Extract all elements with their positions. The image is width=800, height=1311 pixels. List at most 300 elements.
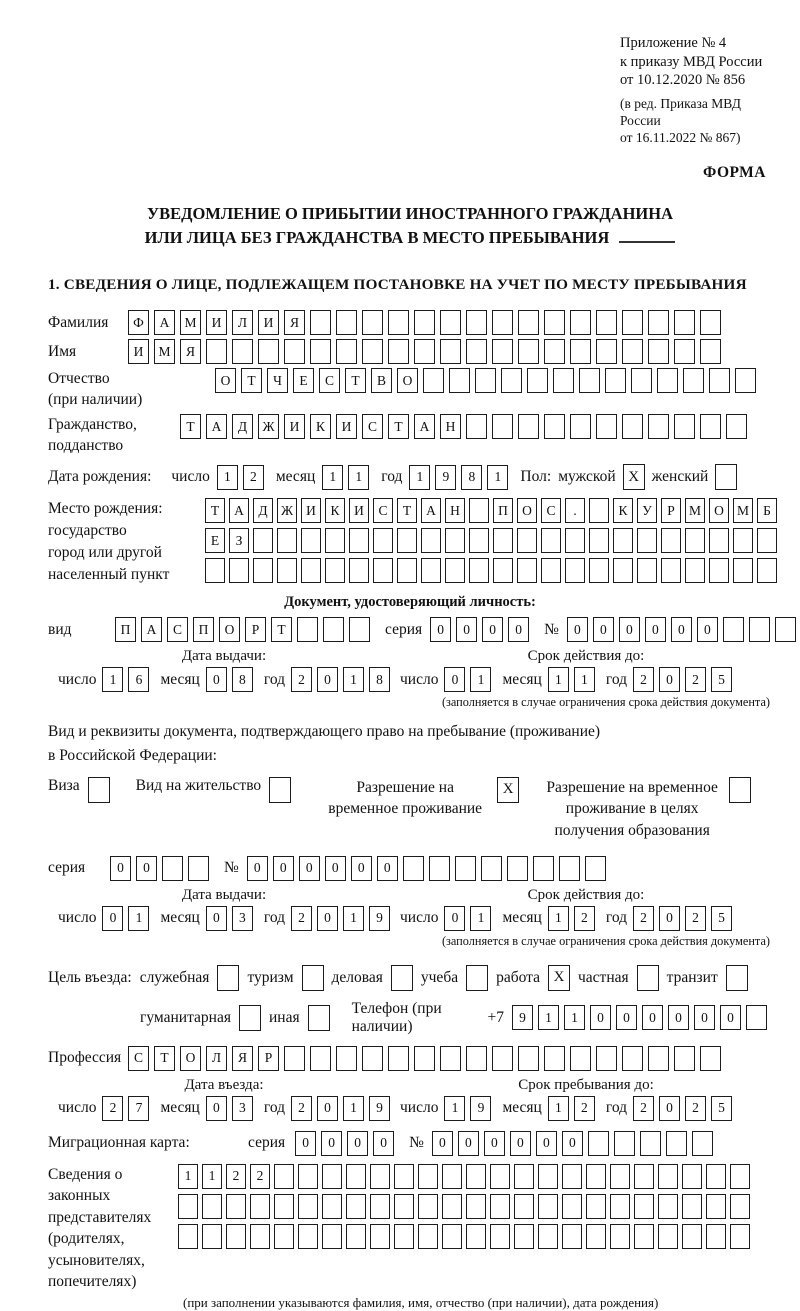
char-cell[interactable]: 0: [536, 1131, 557, 1156]
char-cell[interactable]: 0: [484, 1131, 505, 1156]
char-cell[interactable]: [440, 339, 461, 364]
char-cell[interactable]: [206, 339, 227, 364]
char-cell[interactable]: [492, 310, 513, 335]
char-cell[interactable]: Е: [205, 528, 225, 553]
char-cell[interactable]: [518, 414, 539, 439]
char-cell[interactable]: 1: [548, 906, 569, 931]
char-cell[interactable]: 1: [217, 465, 238, 490]
char-cell[interactable]: 1: [487, 465, 508, 490]
char-cell[interactable]: [685, 528, 705, 553]
char-cell[interactable]: С: [167, 617, 188, 642]
char-cell[interactable]: [541, 558, 561, 583]
char-cell[interactable]: [442, 1194, 462, 1219]
char-cell[interactable]: [226, 1194, 246, 1219]
char-cell[interactable]: [682, 1224, 702, 1249]
char-cell[interactable]: 0: [458, 1131, 479, 1156]
char-cell[interactable]: [349, 617, 370, 642]
char-cell[interactable]: И: [336, 414, 357, 439]
char-cell[interactable]: [466, 1046, 487, 1071]
char-cell[interactable]: [493, 528, 513, 553]
char-cell[interactable]: Д: [253, 498, 273, 523]
char-cell[interactable]: [622, 1046, 643, 1071]
char-cell[interactable]: 1: [343, 906, 364, 931]
char-cell[interactable]: 2: [291, 667, 312, 692]
char-cell[interactable]: О: [517, 498, 537, 523]
char-cell[interactable]: 7: [128, 1096, 149, 1121]
char-cell[interactable]: [469, 558, 489, 583]
char-cell[interactable]: [440, 310, 461, 335]
char-cell[interactable]: М: [154, 339, 175, 364]
char-cell[interactable]: А: [414, 414, 435, 439]
char-cell[interactable]: 0: [668, 1005, 689, 1030]
char-cell[interactable]: [634, 1194, 654, 1219]
char-cell[interactable]: [648, 339, 669, 364]
char-cell[interactable]: 1: [322, 465, 343, 490]
char-cell[interactable]: [682, 1194, 702, 1219]
char-cell[interactable]: [394, 1224, 414, 1249]
char-cell[interactable]: Я: [232, 1046, 253, 1071]
char-cell[interactable]: 0: [619, 617, 640, 642]
char-cell[interactable]: 1: [343, 667, 364, 692]
char-cell[interactable]: И: [301, 498, 321, 523]
char-cell[interactable]: [723, 617, 744, 642]
char-cell[interactable]: [397, 528, 417, 553]
char-cell[interactable]: [469, 528, 489, 553]
char-cell[interactable]: [370, 1164, 390, 1189]
char-cell[interactable]: [730, 1164, 750, 1189]
char-cell[interactable]: 0: [377, 856, 398, 881]
char-cell[interactable]: [466, 339, 487, 364]
char-cell[interactable]: [538, 1194, 558, 1219]
char-cell[interactable]: 2: [291, 1096, 312, 1121]
char-cell[interactable]: [277, 528, 297, 553]
char-cell[interactable]: [518, 310, 539, 335]
char-cell[interactable]: 0: [432, 1131, 453, 1156]
char-cell[interactable]: 2: [685, 906, 706, 931]
char-cell[interactable]: 2: [291, 906, 312, 931]
char-cell[interactable]: [709, 558, 729, 583]
char-cell[interactable]: 0: [102, 906, 123, 931]
char-cell[interactable]: [310, 1046, 331, 1071]
char-cell[interactable]: [538, 1224, 558, 1249]
char-cell[interactable]: [533, 856, 554, 881]
char-cell[interactable]: [455, 856, 476, 881]
char-cell[interactable]: А: [421, 498, 441, 523]
char-cell[interactable]: Т: [205, 498, 225, 523]
char-cell[interactable]: [631, 368, 652, 393]
char-cell[interactable]: С: [541, 498, 561, 523]
char-cell[interactable]: [579, 368, 600, 393]
purpose-business-checkbox[interactable]: [391, 965, 413, 991]
char-cell[interactable]: 1: [470, 906, 491, 931]
char-cell[interactable]: [445, 528, 465, 553]
char-cell[interactable]: И: [349, 498, 369, 523]
char-cell[interactable]: [373, 558, 393, 583]
char-cell[interactable]: 0: [206, 906, 227, 931]
char-cell[interactable]: 0: [697, 617, 718, 642]
char-cell[interactable]: 5: [711, 1096, 732, 1121]
temp-residence-checkbox[interactable]: X: [497, 777, 519, 803]
char-cell[interactable]: 1: [548, 667, 569, 692]
char-cell[interactable]: [562, 1194, 582, 1219]
char-cell[interactable]: [205, 558, 225, 583]
char-cell[interactable]: 0: [273, 856, 294, 881]
char-cell[interactable]: 2: [574, 906, 595, 931]
char-cell[interactable]: [466, 310, 487, 335]
char-cell[interactable]: [202, 1224, 222, 1249]
char-cell[interactable]: [388, 310, 409, 335]
char-cell[interactable]: [507, 856, 528, 881]
char-cell[interactable]: [570, 339, 591, 364]
char-cell[interactable]: [492, 339, 513, 364]
char-cell[interactable]: Т: [271, 617, 292, 642]
char-cell[interactable]: [403, 856, 424, 881]
char-cell[interactable]: И: [258, 310, 279, 335]
char-cell[interactable]: [229, 558, 249, 583]
char-cell[interactable]: Н: [445, 498, 465, 523]
char-cell[interactable]: П: [193, 617, 214, 642]
char-cell[interactable]: [253, 558, 273, 583]
char-cell[interactable]: 2: [243, 465, 264, 490]
char-cell[interactable]: [394, 1164, 414, 1189]
char-cell[interactable]: [544, 339, 565, 364]
char-cell[interactable]: 2: [250, 1164, 270, 1189]
char-cell[interactable]: Т: [241, 368, 262, 393]
char-cell[interactable]: [373, 528, 393, 553]
char-cell[interactable]: С: [373, 498, 393, 523]
char-cell[interactable]: [349, 558, 369, 583]
char-cell[interactable]: [589, 498, 609, 523]
char-cell[interactable]: О: [180, 1046, 201, 1071]
char-cell[interactable]: [640, 1131, 661, 1156]
char-cell[interactable]: [666, 1131, 687, 1156]
char-cell[interactable]: [559, 856, 580, 881]
char-cell[interactable]: У: [637, 498, 657, 523]
char-cell[interactable]: [346, 1224, 366, 1249]
char-cell[interactable]: [349, 528, 369, 553]
char-cell[interactable]: [517, 558, 537, 583]
char-cell[interactable]: [648, 310, 669, 335]
char-cell[interactable]: [637, 528, 657, 553]
char-cell[interactable]: В: [371, 368, 392, 393]
char-cell[interactable]: 0: [659, 906, 680, 931]
char-cell[interactable]: [336, 339, 357, 364]
temp-residence-edu-checkbox[interactable]: [729, 777, 751, 803]
char-cell[interactable]: [397, 558, 417, 583]
char-cell[interactable]: [674, 414, 695, 439]
char-cell[interactable]: [423, 368, 444, 393]
char-cell[interactable]: [466, 414, 487, 439]
char-cell[interactable]: [284, 339, 305, 364]
char-cell[interactable]: [586, 1164, 606, 1189]
char-cell[interactable]: [658, 1224, 678, 1249]
purpose-work-checkbox[interactable]: X: [548, 965, 570, 991]
char-cell[interactable]: [589, 528, 609, 553]
char-cell[interactable]: [274, 1194, 294, 1219]
char-cell[interactable]: [514, 1194, 534, 1219]
char-cell[interactable]: 0: [444, 906, 465, 931]
char-cell[interactable]: И: [128, 339, 149, 364]
char-cell[interactable]: 0: [110, 856, 131, 881]
char-cell[interactable]: 1: [102, 667, 123, 692]
char-cell[interactable]: [700, 310, 721, 335]
char-cell[interactable]: [682, 1164, 702, 1189]
char-cell[interactable]: Н: [440, 414, 461, 439]
purpose-private-checkbox[interactable]: [637, 965, 659, 991]
char-cell[interactable]: [414, 310, 435, 335]
char-cell[interactable]: А: [206, 414, 227, 439]
char-cell[interactable]: [565, 528, 585, 553]
char-cell[interactable]: [362, 1046, 383, 1071]
char-cell[interactable]: 1: [343, 1096, 364, 1121]
char-cell[interactable]: [178, 1194, 198, 1219]
char-cell[interactable]: [596, 310, 617, 335]
char-cell[interactable]: 1: [178, 1164, 198, 1189]
char-cell[interactable]: [730, 1194, 750, 1219]
char-cell[interactable]: [746, 1005, 767, 1030]
char-cell[interactable]: Т: [180, 414, 201, 439]
char-cell[interactable]: 0: [567, 617, 588, 642]
purpose-study-checkbox[interactable]: [466, 965, 488, 991]
char-cell[interactable]: [418, 1224, 438, 1249]
char-cell[interactable]: 0: [642, 1005, 663, 1030]
char-cell[interactable]: [492, 1046, 513, 1071]
char-cell[interactable]: [258, 339, 279, 364]
char-cell[interactable]: [277, 558, 297, 583]
char-cell[interactable]: [544, 310, 565, 335]
char-cell[interactable]: [518, 1046, 539, 1071]
char-cell[interactable]: 0: [659, 667, 680, 692]
char-cell[interactable]: [449, 368, 470, 393]
char-cell[interactable]: [527, 368, 548, 393]
char-cell[interactable]: 9: [369, 906, 390, 931]
char-cell[interactable]: 0: [351, 856, 372, 881]
char-cell[interactable]: [466, 1194, 486, 1219]
char-cell[interactable]: [322, 1164, 342, 1189]
char-cell[interactable]: [648, 1046, 669, 1071]
char-cell[interactable]: [298, 1194, 318, 1219]
char-cell[interactable]: [250, 1224, 270, 1249]
char-cell[interactable]: К: [325, 498, 345, 523]
char-cell[interactable]: Е: [293, 368, 314, 393]
char-cell[interactable]: Р: [661, 498, 681, 523]
char-cell[interactable]: 0: [720, 1005, 741, 1030]
char-cell[interactable]: 0: [659, 1096, 680, 1121]
char-cell[interactable]: [469, 498, 489, 523]
purpose-tourism-checkbox[interactable]: [302, 965, 324, 991]
purpose-humanitarian-checkbox[interactable]: [239, 1005, 261, 1031]
char-cell[interactable]: [388, 1046, 409, 1071]
char-cell[interactable]: 0: [590, 1005, 611, 1030]
char-cell[interactable]: Д: [232, 414, 253, 439]
char-cell[interactable]: [706, 1164, 726, 1189]
char-cell[interactable]: 0: [671, 617, 692, 642]
char-cell[interactable]: 8: [461, 465, 482, 490]
char-cell[interactable]: [418, 1194, 438, 1219]
char-cell[interactable]: 9: [512, 1005, 533, 1030]
char-cell[interactable]: [588, 1131, 609, 1156]
char-cell[interactable]: Ч: [267, 368, 288, 393]
char-cell[interactable]: [585, 856, 606, 881]
char-cell[interactable]: Л: [232, 310, 253, 335]
char-cell[interactable]: 9: [470, 1096, 491, 1121]
char-cell[interactable]: 1: [202, 1164, 222, 1189]
char-cell[interactable]: [490, 1164, 510, 1189]
female-checkbox[interactable]: [715, 464, 737, 490]
char-cell[interactable]: И: [284, 414, 305, 439]
char-cell[interactable]: [538, 1164, 558, 1189]
char-cell[interactable]: [674, 310, 695, 335]
char-cell[interactable]: П: [115, 617, 136, 642]
char-cell[interactable]: [442, 1164, 462, 1189]
char-cell[interactable]: [475, 368, 496, 393]
char-cell[interactable]: 0: [616, 1005, 637, 1030]
char-cell[interactable]: [490, 1194, 510, 1219]
char-cell[interactable]: [685, 558, 705, 583]
char-cell[interactable]: 1: [574, 667, 595, 692]
char-cell[interactable]: С: [319, 368, 340, 393]
char-cell[interactable]: [421, 558, 441, 583]
char-cell[interactable]: [733, 558, 753, 583]
char-cell[interactable]: [370, 1194, 390, 1219]
char-cell[interactable]: 0: [317, 667, 338, 692]
char-cell[interactable]: [613, 528, 633, 553]
char-cell[interactable]: 1: [470, 667, 491, 692]
char-cell[interactable]: [188, 856, 209, 881]
char-cell[interactable]: [661, 528, 681, 553]
char-cell[interactable]: [178, 1224, 198, 1249]
char-cell[interactable]: [610, 1164, 630, 1189]
char-cell[interactable]: [394, 1194, 414, 1219]
char-cell[interactable]: [362, 310, 383, 335]
char-cell[interactable]: [700, 414, 721, 439]
char-cell[interactable]: [700, 1046, 721, 1071]
char-cell[interactable]: [562, 1224, 582, 1249]
char-cell[interactable]: [735, 368, 756, 393]
char-cell[interactable]: [610, 1224, 630, 1249]
char-cell[interactable]: [514, 1164, 534, 1189]
char-cell[interactable]: 9: [435, 465, 456, 490]
char-cell[interactable]: 3: [232, 1096, 253, 1121]
char-cell[interactable]: [466, 1224, 486, 1249]
char-cell[interactable]: [596, 414, 617, 439]
char-cell[interactable]: [706, 1224, 726, 1249]
char-cell[interactable]: [733, 528, 753, 553]
char-cell[interactable]: [544, 414, 565, 439]
char-cell[interactable]: [202, 1194, 222, 1219]
char-cell[interactable]: [622, 414, 643, 439]
char-cell[interactable]: [517, 528, 537, 553]
char-cell[interactable]: [622, 339, 643, 364]
char-cell[interactable]: [634, 1164, 654, 1189]
char-cell[interactable]: О: [709, 498, 729, 523]
char-cell[interactable]: [298, 1224, 318, 1249]
char-cell[interactable]: 0: [206, 1096, 227, 1121]
char-cell[interactable]: 1: [538, 1005, 559, 1030]
char-cell[interactable]: Я: [284, 310, 305, 335]
char-cell[interactable]: А: [141, 617, 162, 642]
char-cell[interactable]: 0: [136, 856, 157, 881]
char-cell[interactable]: [757, 558, 777, 583]
char-cell[interactable]: 1: [128, 906, 149, 931]
char-cell[interactable]: [596, 339, 617, 364]
char-cell[interactable]: 5: [711, 906, 732, 931]
char-cell[interactable]: К: [613, 498, 633, 523]
char-cell[interactable]: 1: [348, 465, 369, 490]
char-cell[interactable]: 0: [645, 617, 666, 642]
char-cell[interactable]: Р: [245, 617, 266, 642]
purpose-transit-checkbox[interactable]: [726, 965, 748, 991]
char-cell[interactable]: [421, 528, 441, 553]
char-cell[interactable]: [310, 310, 331, 335]
char-cell[interactable]: 9: [369, 1096, 390, 1121]
char-cell[interactable]: [322, 1194, 342, 1219]
residence-permit-checkbox[interactable]: [269, 777, 291, 803]
char-cell[interactable]: [570, 310, 591, 335]
char-cell[interactable]: Ж: [258, 414, 279, 439]
char-cell[interactable]: [658, 1194, 678, 1219]
char-cell[interactable]: 0: [317, 906, 338, 931]
purpose-official-checkbox[interactable]: [217, 965, 239, 991]
char-cell[interactable]: Б: [757, 498, 777, 523]
char-cell[interactable]: 0: [206, 667, 227, 692]
char-cell[interactable]: 2: [633, 1096, 654, 1121]
char-cell[interactable]: [674, 1046, 695, 1071]
char-cell[interactable]: М: [733, 498, 753, 523]
char-cell[interactable]: [346, 1164, 366, 1189]
char-cell[interactable]: 0: [456, 617, 477, 642]
char-cell[interactable]: [250, 1194, 270, 1219]
char-cell[interactable]: [570, 414, 591, 439]
char-cell[interactable]: [589, 558, 609, 583]
char-cell[interactable]: [622, 310, 643, 335]
char-cell[interactable]: [683, 368, 704, 393]
char-cell[interactable]: [553, 368, 574, 393]
char-cell[interactable]: [706, 1194, 726, 1219]
char-cell[interactable]: [657, 368, 678, 393]
char-cell[interactable]: [565, 558, 585, 583]
char-cell[interactable]: [274, 1164, 294, 1189]
char-cell[interactable]: 2: [226, 1164, 246, 1189]
char-cell[interactable]: 0: [562, 1131, 583, 1156]
char-cell[interactable]: Р: [258, 1046, 279, 1071]
char-cell[interactable]: 2: [633, 906, 654, 931]
char-cell[interactable]: [726, 414, 747, 439]
char-cell[interactable]: П: [493, 498, 513, 523]
char-cell[interactable]: [586, 1194, 606, 1219]
char-cell[interactable]: 6: [128, 667, 149, 692]
char-cell[interactable]: [658, 1164, 678, 1189]
char-cell[interactable]: 1: [444, 1096, 465, 1121]
char-cell[interactable]: [709, 368, 730, 393]
char-cell[interactable]: [709, 528, 729, 553]
char-cell[interactable]: [346, 1194, 366, 1219]
char-cell[interactable]: 0: [325, 856, 346, 881]
char-cell[interactable]: [481, 856, 502, 881]
char-cell[interactable]: [414, 339, 435, 364]
char-cell[interactable]: [162, 856, 183, 881]
char-cell[interactable]: Т: [345, 368, 366, 393]
char-cell[interactable]: [514, 1224, 534, 1249]
char-cell[interactable]: [518, 339, 539, 364]
char-cell[interactable]: 1: [564, 1005, 585, 1030]
char-cell[interactable]: 0: [247, 856, 268, 881]
char-cell[interactable]: 1: [409, 465, 430, 490]
char-cell[interactable]: З: [229, 528, 249, 553]
char-cell[interactable]: Т: [388, 414, 409, 439]
char-cell[interactable]: [297, 617, 318, 642]
char-cell[interactable]: И: [206, 310, 227, 335]
